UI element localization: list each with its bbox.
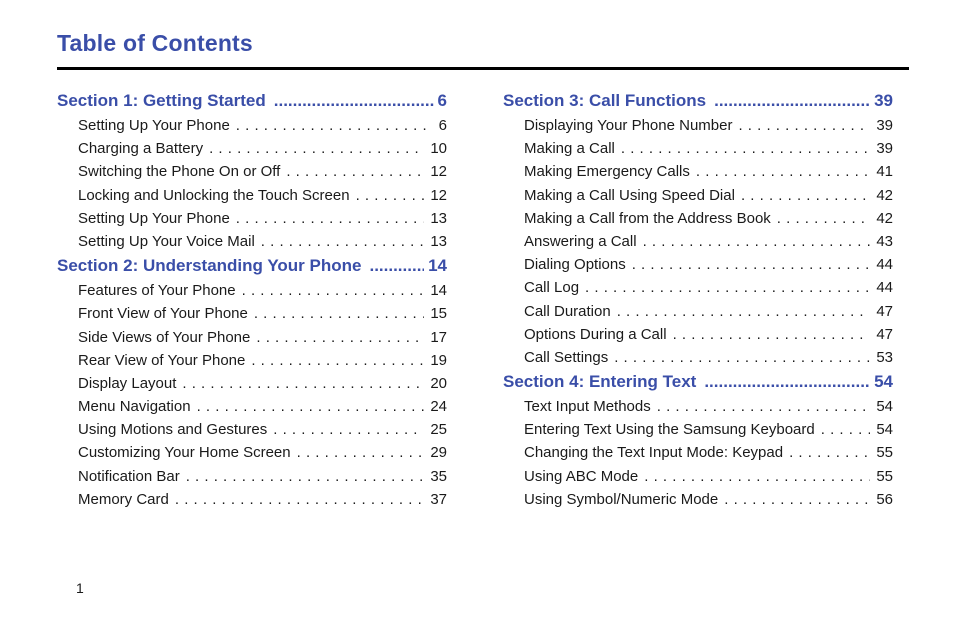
entry-title: Making a Call <box>524 140 615 158</box>
entry-title: Changing the Text Input Mode: Keypad <box>524 444 784 462</box>
toc-entry-link[interactable] <box>503 114 893 137</box>
dot-leader <box>230 114 433 137</box>
dot-leader <box>615 137 870 160</box>
section-page-number: 6 <box>437 91 447 110</box>
entry-page-number: 29 <box>430 444 447 462</box>
entry-title: Call Log <box>524 279 580 297</box>
dot-leader <box>735 184 870 207</box>
entry-title: Setting Up Your Phone <box>78 209 230 227</box>
dot-leader <box>176 372 424 395</box>
dot-leader <box>608 346 870 369</box>
dot-leader <box>180 465 425 488</box>
dot-leader <box>718 488 870 511</box>
toc-entry-link[interactable] <box>57 207 447 230</box>
toc-entry-link[interactable] <box>57 137 447 160</box>
entry-page-number: 39 <box>876 140 893 158</box>
entry-title: Text Input Methods <box>524 398 651 416</box>
entry-title: Notification Bar <box>78 467 180 485</box>
toc-column-left <box>57 88 447 511</box>
section-title: Section 3: Call Functions <box>503 91 707 110</box>
dot-leader <box>638 465 870 488</box>
section-page-number: 54 <box>874 372 893 392</box>
dot-leader <box>350 184 425 207</box>
dot-leader <box>651 395 871 418</box>
dot-leader <box>230 207 425 230</box>
entry-page-number: 15 <box>430 305 447 323</box>
dot-leader <box>280 160 424 183</box>
dot-leader <box>255 230 425 253</box>
toc-entry-link[interactable] <box>57 372 447 395</box>
entry-title: Switching the Phone On or Off <box>78 163 281 181</box>
page-title: Table of Contents <box>57 30 253 56</box>
entry-title: Display Layout <box>78 374 177 392</box>
dot-leader <box>626 253 871 276</box>
section-title: Section 1: Getting Started <box>57 91 266 110</box>
entry-page-number: 54 <box>876 398 893 416</box>
dot-leader <box>690 160 870 183</box>
entry-page-number: 55 <box>876 444 893 462</box>
toc-entry-link[interactable] <box>57 230 447 253</box>
toc-entry-link[interactable] <box>503 207 893 230</box>
dot-leader <box>667 323 871 346</box>
dot-leader <box>248 302 424 325</box>
entry-page-number: 39 <box>876 117 893 134</box>
toc-entry-link[interactable] <box>503 253 893 276</box>
entry-title: Rear View of Your Phone <box>78 351 246 369</box>
entry-page-number: 14 <box>430 282 447 300</box>
entry-page-number: 47 <box>876 325 893 343</box>
dot-leader <box>245 349 424 372</box>
entry-title: Options During a Call <box>524 325 667 343</box>
entry-title: Entering Text Using the Samsung Keyboard <box>524 421 815 439</box>
entry-page-number: 12 <box>430 186 447 204</box>
dot-leader <box>815 418 871 441</box>
dot-leader <box>250 326 424 349</box>
entry-title: Setting Up Your Voice Mail <box>78 232 255 250</box>
toc-entry-link[interactable] <box>503 276 893 299</box>
dot-leader <box>169 488 424 511</box>
entry-page-number: 42 <box>876 186 893 204</box>
entry-page-number: 55 <box>876 467 893 485</box>
toc-entry-link[interactable] <box>57 114 447 137</box>
toc-entry-link[interactable] <box>57 302 447 325</box>
entry-title: Call Settings <box>524 348 609 366</box>
toc-section-link[interactable] <box>57 253 447 279</box>
toc-column-right <box>503 88 893 511</box>
dot-leader <box>771 207 871 230</box>
toc-entry-link[interactable] <box>57 349 447 372</box>
toc-entry-link[interactable] <box>503 418 893 441</box>
section-page-number: 14 <box>428 256 447 276</box>
dot-leader <box>267 418 424 441</box>
section-page-number: 39 <box>874 91 893 110</box>
toc-entry-link[interactable] <box>57 441 447 464</box>
toc-section-link[interactable] <box>503 369 893 395</box>
dot-leader <box>696 369 870 395</box>
dot-leader <box>361 253 424 279</box>
entry-title: Front View of Your Phone <box>78 305 248 323</box>
entry-title: Displaying Your Phone Number <box>524 117 733 134</box>
entry-title: Using Symbol/Numeric Mode <box>524 490 719 508</box>
entry-title: Memory Card <box>78 490 169 508</box>
toc-entry-link[interactable] <box>503 488 893 511</box>
entry-title: Locking and Unlocking the Touch Screen <box>78 186 350 204</box>
entry-title: Charging a Battery <box>78 140 204 158</box>
entry-page-number: 43 <box>876 232 893 250</box>
entry-title: Side Views of Your Phone <box>78 328 251 346</box>
entry-page-number: 54 <box>876 421 893 439</box>
dot-leader <box>203 137 424 160</box>
entry-page-number: 17 <box>430 328 447 346</box>
dot-leader <box>706 88 870 114</box>
toc-entry-link[interactable] <box>503 300 893 323</box>
toc-entry-link[interactable] <box>503 160 893 183</box>
section-title: Section 4: Entering Text <box>503 372 697 392</box>
entry-title: Answering a Call <box>524 232 637 250</box>
entry-title: Making a Call from the Address Book <box>524 209 771 227</box>
entry-title: Setting Up Your Phone <box>78 117 230 134</box>
dot-leader <box>579 276 870 299</box>
entry-page-number: 53 <box>876 348 893 366</box>
entry-page-number: 44 <box>876 279 893 297</box>
entry-title: Using ABC Mode <box>524 467 639 485</box>
entry-page-number: 12 <box>430 163 447 181</box>
dot-leader <box>783 441 870 464</box>
section-title: Section 2: Understanding Your Phone <box>57 256 362 276</box>
entry-page-number: 6 <box>438 117 447 134</box>
entry-page-number: 47 <box>876 302 893 320</box>
page-number: 1 <box>76 580 84 596</box>
toc-entry-link[interactable] <box>503 465 893 488</box>
toc-entry-link[interactable] <box>57 326 447 349</box>
entry-page-number: 10 <box>430 140 447 158</box>
entry-title: Dialing Options <box>524 256 626 274</box>
entry-title: Menu Navigation <box>78 398 191 416</box>
toc-entry-link[interactable] <box>57 184 447 207</box>
toc-entry-link[interactable] <box>57 395 447 418</box>
dot-leader <box>291 441 425 464</box>
entry-title: Making Emergency Calls <box>524 163 690 181</box>
entry-title: Customizing Your Home Screen <box>78 444 291 462</box>
entry-page-number: 24 <box>430 398 447 416</box>
dot-leader <box>611 300 871 323</box>
entry-page-number: 25 <box>430 421 447 439</box>
entry-page-number: 20 <box>430 374 447 392</box>
dot-leader <box>266 88 434 114</box>
toc-entry-link[interactable] <box>57 160 447 183</box>
entry-title: Making a Call Using Speed Dial <box>524 186 735 204</box>
entry-title: Using Motions and Gestures <box>78 421 268 439</box>
toc-entry-link[interactable] <box>503 137 893 160</box>
entry-title: Call Duration <box>524 302 611 320</box>
toc-entry-link[interactable] <box>57 279 447 302</box>
toc-entry-link[interactable] <box>503 395 893 418</box>
entry-page-number: 13 <box>430 232 447 250</box>
entry-page-number: 42 <box>876 209 893 227</box>
toc-section-link[interactable] <box>503 88 893 114</box>
entry-page-number: 35 <box>430 467 447 485</box>
toc-entry-link[interactable] <box>57 465 447 488</box>
dot-leader <box>191 395 425 418</box>
toc-entry-link[interactable] <box>503 323 893 346</box>
dot-leader <box>236 279 425 302</box>
toc-entry-link[interactable] <box>503 230 893 253</box>
toc-entry-link[interactable] <box>503 346 893 369</box>
toc-entry-link[interactable] <box>503 184 893 207</box>
entry-page-number: 13 <box>430 209 447 227</box>
entry-page-number: 56 <box>876 490 893 508</box>
dot-leader <box>732 114 870 137</box>
entry-page-number: 41 <box>876 163 893 181</box>
entry-page-number: 19 <box>430 351 447 369</box>
dot-leader <box>637 230 871 253</box>
entry-title: Features of Your Phone <box>78 282 236 300</box>
toc-section-link[interactable] <box>57 88 447 114</box>
title-divider <box>57 67 909 70</box>
entry-page-number: 37 <box>430 490 447 508</box>
toc-entry-link[interactable] <box>57 488 447 511</box>
toc-entry-link[interactable] <box>57 418 447 441</box>
toc-entry-link[interactable] <box>503 441 893 464</box>
entry-page-number: 44 <box>876 256 893 274</box>
